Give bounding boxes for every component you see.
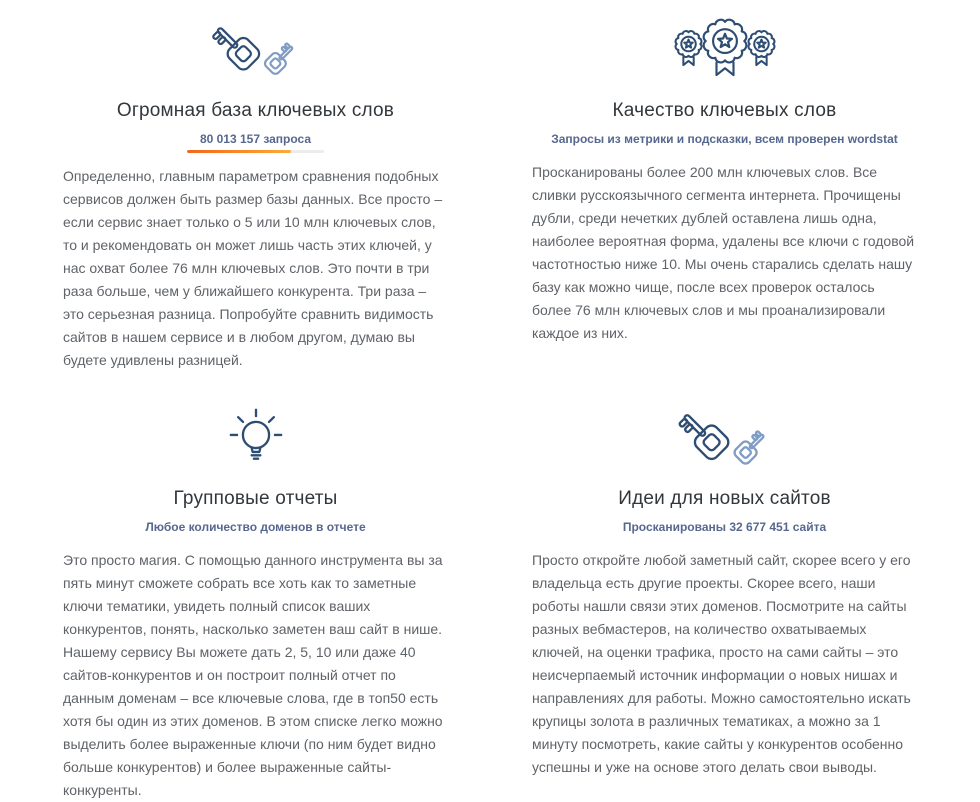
stat-meter	[187, 150, 324, 153]
feature-stat: Запросы из метрики и подсказки, всем проверен wordstat	[551, 132, 898, 146]
feature-stat: Любое количество доменов в отчете	[145, 520, 366, 534]
feature-description: Определенно, главным параметром сравнения подобных сервисов должен быть размер базы данных. Все просто – если сервис знает только о 5 или 10 млн ключевых слов, то и рекомендовать он может лишь часть этих ключей, у нас охват более 76 млн ключевых слов. Это почти в три раза больше, чем у ближайшего конкурента. Три раза – это серьезная разница. Попробуйте сравнить видимость сайтов в нашем сервисе и в любом другом, думаю вы будете удивлены разницей.	[63, 168, 443, 368]
feature-description: Это просто магия. С помощью данного инструмента вы за пять минут сможете собрать все хоть как то заметные ключи тематики, увидеть полный список ваших конкурентов, понять, насколько заметен ваш сайт в нише. Нашему сервису Вы можете дать 2, 5, 10 или даже 40 сайтов-конкурентов и он построит полный отчет по данным доменам – все ключевые слова, где в топ50 есть хотя бы один из этих доменов. В этом списке легко можно выделить более выраженные ключи (по ним будет видно больше конкурентов) и более выраженные сайты-конкуренты.	[63, 552, 443, 798]
features-section	[63, 0, 917, 802]
feature-title: Огромная база ключевых слов	[116, 100, 395, 121]
lightbulb-icon	[63, 402, 448, 466]
feature-title: Качество ключевых слов	[612, 100, 837, 121]
feature-description: Просто откройте любой заметный сайт, скорее всего у его владельца есть другие проекты. Скорее всего, наши роботы нашли связи этих доменов. Посмотрите на сайты разных вебмастеров, на количество охватываемых ключей, на оценки трафика, просто на сами сайты – это неисчерпаемый источник информации о новых нишах и направлениях для работы. Можно самостоятельно искать крупицы золота в различных тематиках, а можно за 1 минуту посмотреть, какие сайты у конкурентов особенно успешны и уже на основе этого делать свои выводы.	[532, 552, 911, 775]
card-site-ideas	[532, 402, 917, 802]
features-grid	[63, 14, 917, 802]
feature-description: Просканированы более 200 млн ключевых слов. Все сливки русскоязычного сегмента интернета. Прочищены дубли, среди нечетких дублей оставлена лишь одна, наиболее вероятная форма, удалены все ключи с годовой частотностью ниже 10. Мы очень старались сделать нашу базу как можно чище, после всех проверок осталось более 76 млн ключевых слов и мы проанализировали каждое из них.	[532, 164, 915, 341]
medals-icon	[532, 14, 917, 78]
keys-icon	[532, 402, 917, 466]
card-group-reports	[63, 402, 448, 802]
keys-icon	[63, 14, 448, 78]
card-keyword-base	[63, 14, 448, 372]
feature-title: Групповые отчеты	[173, 488, 338, 509]
feature-stat: Просканированы 32 677 451 сайта	[622, 520, 827, 534]
card-keyword-quality	[532, 14, 917, 372]
feature-title: Идеи для новых сайтов	[618, 488, 831, 509]
feature-stat: 80 013 157 запроса	[199, 132, 312, 146]
stat-meter-fill	[187, 150, 291, 153]
